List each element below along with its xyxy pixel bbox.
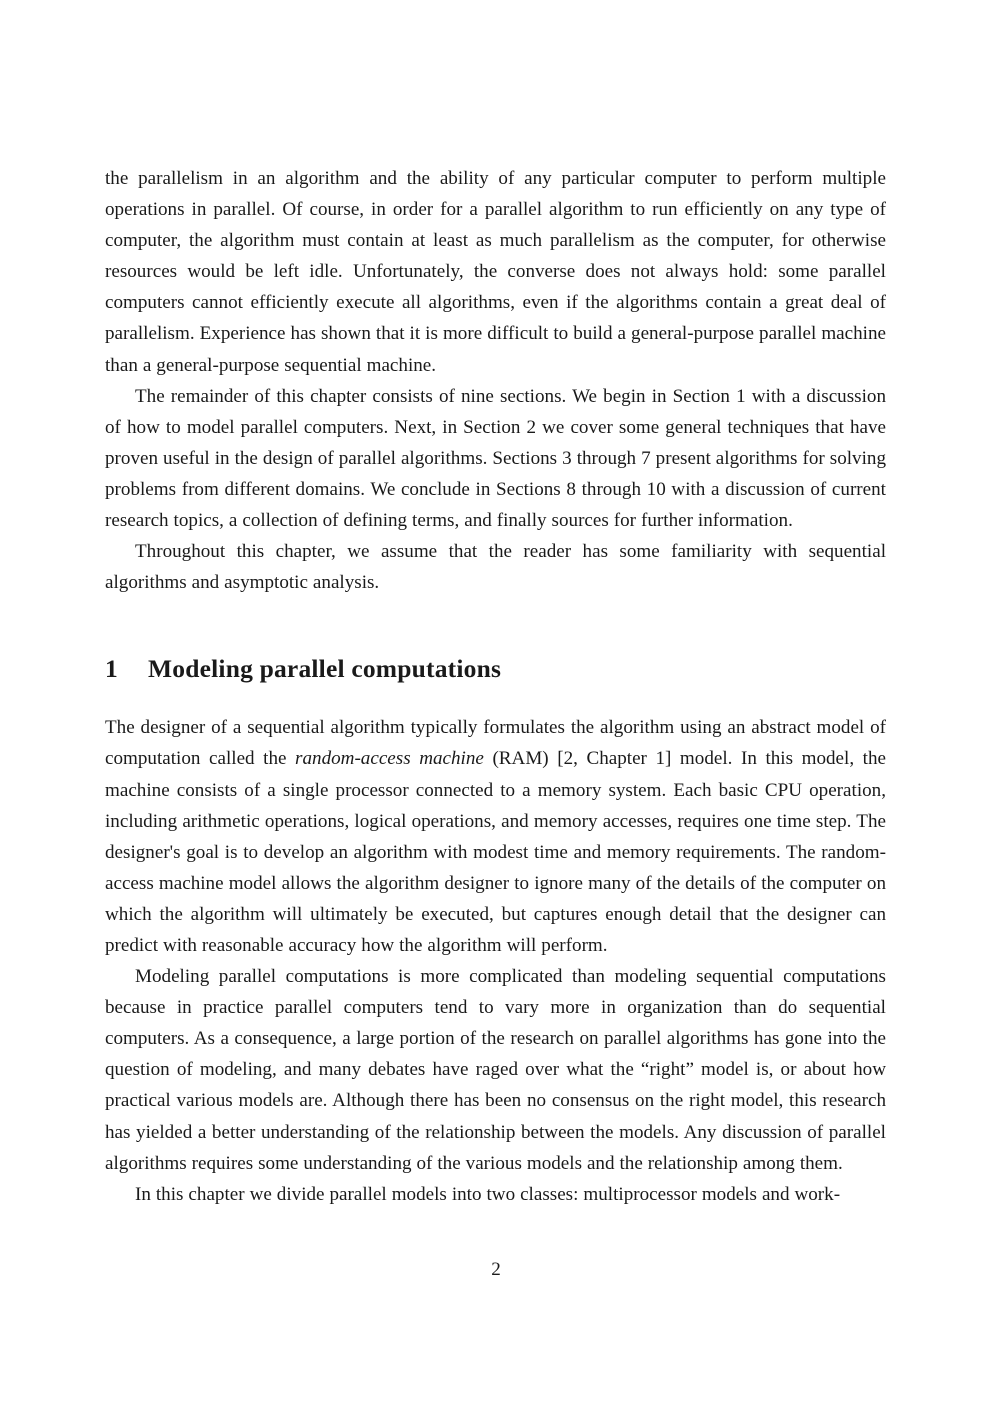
page-text-block: [105, 163, 886, 1210]
section1-paragraph-2: Modeling parallel computations is more complicated than modeling sequential computations because in practice parallel computers tend to vary more in organization than do sequential computers. As a consequence, a large portion of the research on parallel algorithms has gone into the question of modeling, and many debates have raged over what the “right” model is, or about how practical various models are. Although there has been no consensus on the right model, this research has yielded a better understanding of the relationship between the models. Any discussion of parallel algorithms requires some understanding of the various models and the relationship among them.: [105, 966, 886, 1174]
section1-paragraph-3: In this chapter we divide parallel models into two classes: multiprocessor models and work-: [135, 1183, 841, 1205]
section1-paragraph-1-part-2: (RAM) [2, Chapter 1] model. In this model, the machine consists of a single processor connected to a memory system. Each basic CPU operation, including arithmetic operations, logical operations, and memory accesses, requires one time step. The designer's goal is to develop an algorithm with modest time and memory requirements. The random-access machine model allows the algorithm designer to ignore many of the details of the computer on which the algorithm will ultimately be executed, but captures enough detail that the designer can predict with reasonable accuracy how the algorithm will perform.: [105, 748, 886, 956]
section-number: 1: [105, 654, 118, 684]
section1-paragraph-1: [105, 712, 886, 961]
section-title: Modeling parallel computations: [148, 654, 502, 684]
section-heading-1: [105, 654, 886, 684]
body-paragraph-1: the parallelism in an algorithm and the ability of any particular computer to perform multiple operations in parallel. Of course, in order for a parallel algorithm to run efficiently on any type of computer, the algorithm must contain at least as much parallelism as the computer, for otherwise resources would be left idle. Unfortunately, the converse does not always hold: some parallel computers cannot efficiently execute all algorithms, even if the algorithms contain a great deal of parallelism. Experience has shown that it is more difficult to build a general-purpose parallel machine than a general-purpose sequential machine.: [105, 168, 886, 376]
heading-spacer-below: [105, 684, 886, 712]
heading-spacer-above: [105, 598, 886, 654]
page-number: 2: [491, 1259, 501, 1280]
body-paragraph-3: Throughout this chapter, we assume that the reader has some familiarity with sequential algorithms and asymptotic analysis.: [105, 541, 886, 594]
body-paragraph-2: The remainder of this chapter consists of nine sections. We begin in Section 1 with a discussion of how to model parallel computers. Next, in Section 2 we cover some general techniques that have proven useful in the design of parallel algorithms. Sections 3 through 7 present algorithms for solving problems from different domains. We conclude in Sections 8 through 10 with a discussion of current research topics, a collection of defining terms, and finally sources for further information.: [105, 385, 886, 532]
section1-paragraph-1-part-1: The designer of a sequential algorithm typically formulates the algorithm using an abstract model of computation called the: [105, 717, 886, 770]
term-random-access-machine: random-access machine: [295, 748, 484, 770]
